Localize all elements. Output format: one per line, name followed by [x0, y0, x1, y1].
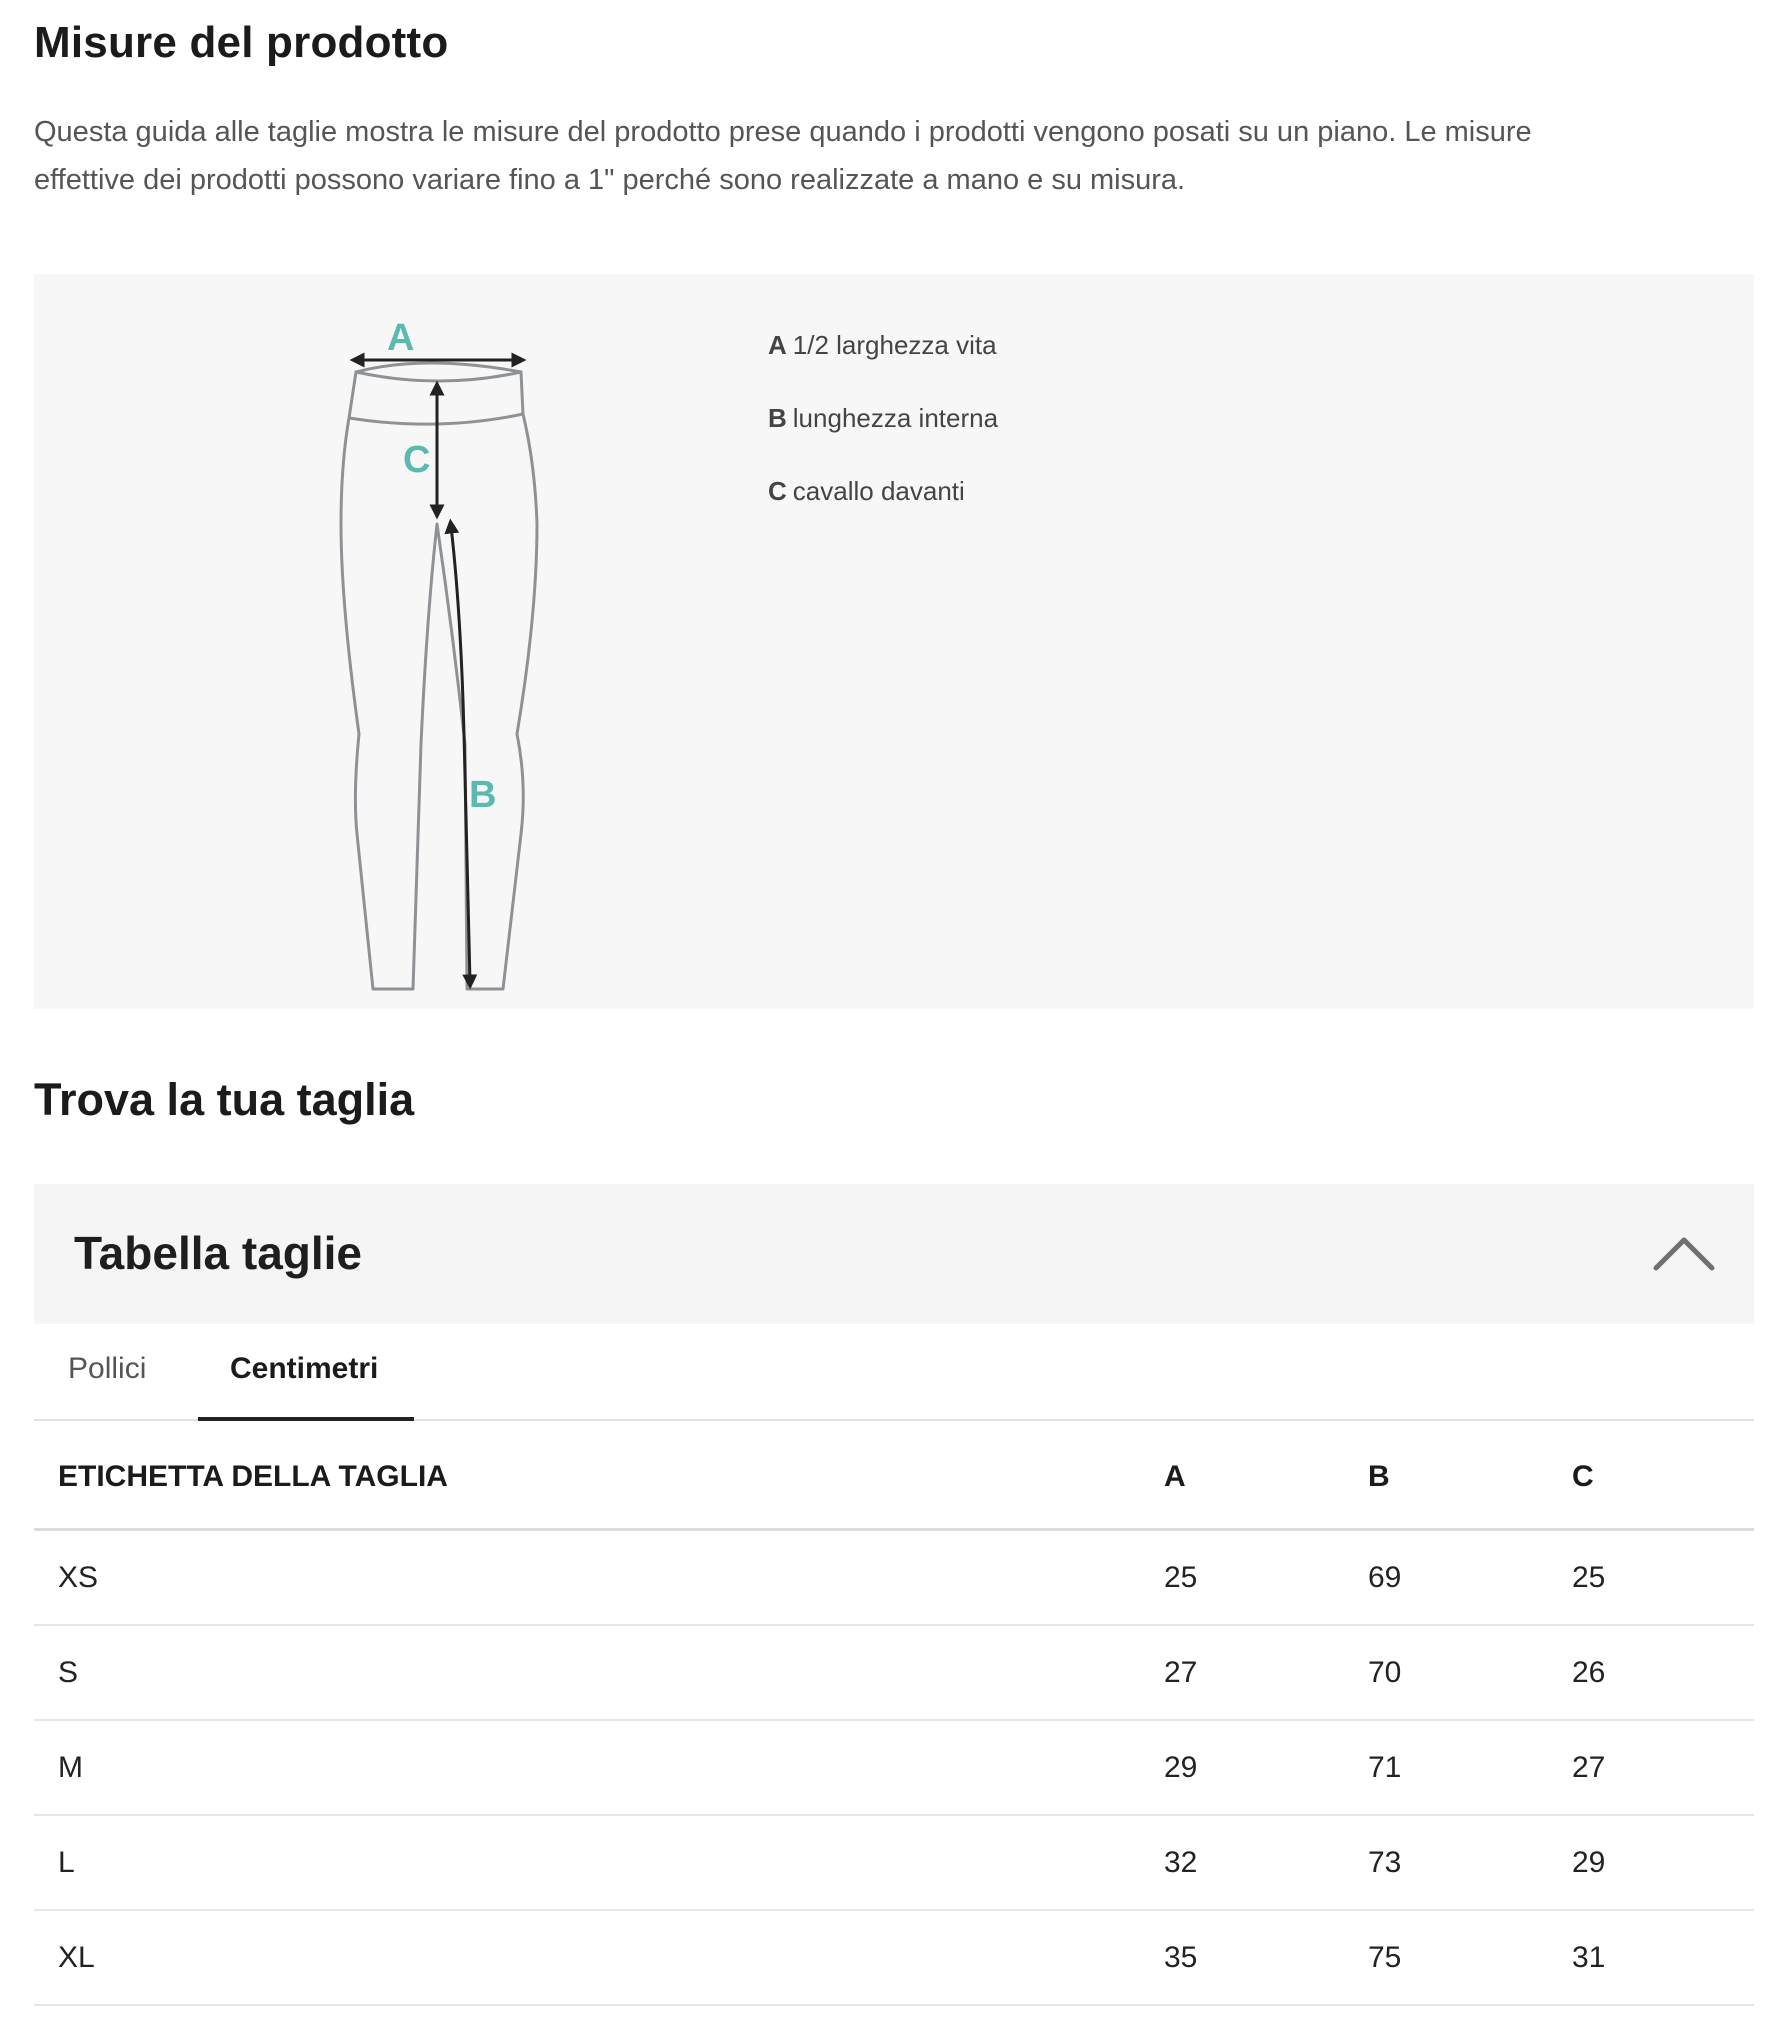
find-size-title: Trova la tua taglia [34, 1074, 415, 1125]
tab-pollici[interactable]: Pollici [68, 1352, 147, 1385]
table-header-row [34, 1420, 1754, 1531]
tab-centimetri[interactable]: Centimetri [230, 1352, 379, 1385]
cell-b: 71 [1368, 1751, 1402, 1784]
diagram-label-c: C [403, 439, 431, 481]
cell-size: XS [58, 1561, 99, 1594]
size-chart-accordion-header[interactable] [34, 1184, 1754, 1324]
header-a: A [1164, 1460, 1186, 1493]
chevron-up-icon[interactable] [1652, 1232, 1716, 1272]
cell-b: 75 [1368, 1941, 1402, 1974]
measurement-diagram [34, 274, 1754, 1009]
page-title: Misure del prodotto [34, 18, 449, 67]
legend-item-c [768, 468, 998, 541]
intro-line-2: effettive dei prodotti possono variare fino a 1" perché sono realizzate a mano e su misura. [34, 164, 1186, 196]
cell-b: 69 [1368, 1561, 1402, 1594]
cell-a: 25 [1164, 1561, 1198, 1594]
unit-tabs [34, 1324, 1754, 1421]
measurement-legend [768, 322, 998, 541]
table-row [34, 1531, 1754, 1626]
legend-item-a [768, 322, 998, 395]
intro-line-1: Questa guida alle taglie mostra le misure del prodotto prese quando i prodotti vengono posati su un piano. Le misure [34, 116, 1532, 148]
legend-key: B [768, 403, 787, 433]
diagram-label-a: A [387, 317, 415, 359]
cell-a: 27 [1164, 1656, 1198, 1689]
arrow-b [451, 526, 470, 982]
cell-size: S [58, 1656, 79, 1689]
cell-a: 29 [1164, 1751, 1198, 1784]
diagram-label-b: B [469, 774, 497, 816]
header-c: C [1572, 1460, 1594, 1493]
table-row [34, 1816, 1754, 1911]
cell-c: 27 [1572, 1751, 1606, 1784]
cell-c: 29 [1572, 1846, 1606, 1879]
cell-size: XL [58, 1941, 95, 1974]
intro-text [34, 108, 1754, 204]
size-chart-title: Tabella taglie [74, 1227, 363, 1279]
leggings-illustration [289, 314, 549, 994]
cell-a: 35 [1164, 1941, 1198, 1974]
leggings-outline [341, 414, 537, 989]
table-row [34, 1721, 1754, 1816]
legend-key: C [768, 476, 787, 506]
cell-c: 25 [1572, 1561, 1606, 1594]
cell-a: 32 [1164, 1846, 1198, 1879]
legend-item-b [768, 395, 998, 468]
cell-c: 31 [1572, 1941, 1606, 1974]
legend-key: A [768, 330, 787, 360]
legend-text: cavallo davanti [792, 476, 965, 506]
legend-text: lunghezza interna [792, 403, 999, 433]
cell-size: M [58, 1751, 83, 1784]
size-table [34, 1420, 1754, 2006]
header-size-label: ETICHETTA DELLA TAGLIA [58, 1460, 448, 1493]
cell-c: 26 [1572, 1656, 1606, 1689]
cell-b: 70 [1368, 1656, 1402, 1689]
table-row [34, 1911, 1754, 2006]
legend-text: 1/2 larghezza vita [792, 330, 997, 360]
cell-b: 73 [1368, 1846, 1402, 1879]
table-row [34, 1626, 1754, 1721]
cell-size: L [58, 1846, 75, 1879]
header-b: B [1368, 1460, 1390, 1493]
